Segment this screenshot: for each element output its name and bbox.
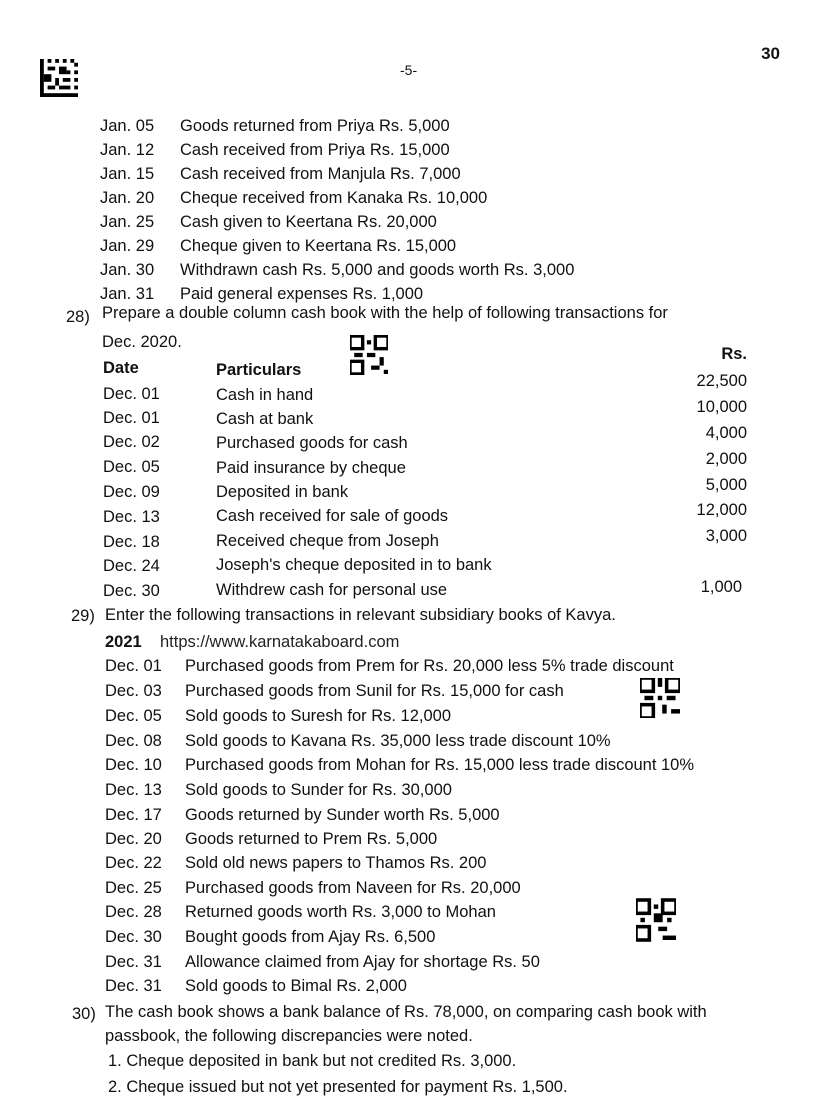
- jan-row: Jan. 25 Cash given to Keertana Rs. 20,000: [100, 213, 437, 231]
- column-header-rs: Rs.: [721, 345, 747, 363]
- q28-date: Dec. 01: [103, 409, 160, 427]
- q29-row: Dec. 05 Sold goods to Suresh for Rs. 12,000: [105, 707, 451, 725]
- page-number: 30: [761, 44, 780, 63]
- q29-row: Dec. 10 Purchased goods from Mohan for Rs. 15,000 less trade discount 10%: [105, 756, 695, 774]
- q29-text-line1: Enter the following transactions in relevant subsidiary books of Kavya.: [105, 606, 616, 624]
- q29-year: 2021: [105, 633, 142, 651]
- q29-row: Dec. 03 Purchased goods from Sunil for Rs. 15,000 for cash: [105, 682, 564, 700]
- q29-row: Dec. 22 Sold old news papers to Thamos Rs. 200: [105, 854, 487, 872]
- q28-particular: Received cheque from Joseph: [216, 532, 439, 550]
- q28-amount: 4,000: [705, 424, 747, 442]
- jan-row: Jan. 12 Cash received from Priya Rs. 15,000: [100, 141, 450, 159]
- q28-date: Dec. 30: [103, 582, 160, 600]
- source-url: https://www.karnatakaboard.com: [160, 633, 400, 651]
- q29-row: Dec. 30 Bought goods from Ajay Rs. 6,500: [105, 928, 436, 946]
- jan-row: Jan. 15 Cash received from Manjula Rs. 7,000: [100, 165, 461, 183]
- q29-row: Dec. 17 Goods returned by Sunder worth Rs. 5,000: [105, 806, 500, 824]
- column-header-date: Date: [103, 359, 139, 377]
- q28-particular: Purchased goods for cash: [216, 434, 408, 452]
- q30-text-line2: passbook, the following discrepancies were noted.: [105, 1027, 473, 1045]
- q29-row: Dec. 13 Sold goods to Sunder for Rs. 30,000: [105, 781, 452, 799]
- q28-amount: 5,000: [705, 476, 747, 494]
- q28-particular: Cash at bank: [216, 410, 314, 428]
- qr-code: [636, 898, 676, 942]
- q28-date: Dec. 02: [103, 433, 160, 451]
- q28-particular: Joseph's cheque deposited in to bank: [216, 556, 492, 574]
- q29-row: Dec. 31 Sold goods to Bimal Rs. 2,000: [105, 977, 407, 995]
- datamatrix-code: [40, 58, 78, 98]
- q28-date: Dec. 05: [103, 458, 160, 476]
- q28-particular: Withdrew cash for personal use: [216, 581, 448, 599]
- q28-date: Dec. 24: [103, 557, 160, 575]
- q28-date: Dec. 18: [103, 533, 160, 551]
- jan-row: Jan. 20 Cheque received from Kanaka Rs. 10,000: [100, 189, 488, 207]
- question-number: 29): [71, 607, 95, 625]
- q28-amount: 22,500: [696, 372, 747, 390]
- q28-text-line1: Prepare a double column cash book with the help of following transactions for: [102, 304, 668, 322]
- q28-amount: 3,000: [705, 527, 747, 545]
- q28-date: Dec. 13: [103, 508, 160, 526]
- q29-row: Dec. 01 Purchased goods from Prem for Rs. 20,000 less 5% trade discount: [105, 657, 674, 675]
- q28-amount: 1,000: [700, 578, 742, 596]
- jan-row: Jan. 29 Cheque given to Keertana Rs. 15,000: [100, 237, 457, 255]
- q28-amount: 12,000: [696, 501, 747, 519]
- jan-row: Jan. 05 Goods returned from Priya Rs. 5,000: [100, 117, 450, 135]
- question-number: 30): [72, 1005, 96, 1023]
- q28-particular: Paid insurance by cheque: [216, 459, 406, 477]
- question-number: 28): [66, 308, 90, 326]
- page-header: -5-: [400, 62, 418, 78]
- q28-particular: Cash received for sale of goods: [216, 507, 449, 525]
- q30-discrepancy-item: 1. Cheque deposited in bank but not credited Rs. 3,000.: [108, 1052, 517, 1070]
- q29-row: Dec. 31 Allowance claimed from Ajay for shortage Rs. 50: [105, 953, 540, 971]
- q28-amount: 10,000: [696, 398, 747, 416]
- jan-row: Jan. 31 Paid general expenses Rs. 1,000: [100, 285, 424, 303]
- q29-row: Dec. 20 Goods returned to Prem Rs. 5,000: [105, 830, 438, 848]
- q28-date: Dec. 09: [103, 483, 160, 501]
- q30-discrepancy-item: 2. Cheque issued but not yet presented for payment Rs. 1,500.: [108, 1078, 568, 1096]
- qr-code: [350, 335, 388, 375]
- q29-row: Dec. 28 Returned goods worth Rs. 3,000 to Mohan: [105, 903, 496, 921]
- qr-code: [640, 678, 680, 718]
- q30-text-line1: The cash book shows a bank balance of Rs. 78,000, on comparing cash book with: [105, 1003, 707, 1021]
- q29-row: Dec. 25 Purchased goods from Naveen for Rs. 20,000: [105, 879, 521, 897]
- q28-amount: 2,000: [705, 450, 747, 468]
- q28-particular: Deposited in bank: [216, 483, 349, 501]
- q28-particular: Cash in hand: [216, 386, 314, 404]
- q28-text-line2: Dec. 2020.: [102, 333, 182, 351]
- column-header-particulars: Particulars: [216, 361, 302, 379]
- jan-row: Jan. 30 Withdrawn cash Rs. 5,000 and goods worth Rs. 3,000: [100, 261, 575, 279]
- q29-row: Dec. 08 Sold goods to Kavana Rs. 35,000 less trade discount 10%: [105, 732, 611, 750]
- q28-date: Dec. 01: [103, 385, 160, 403]
